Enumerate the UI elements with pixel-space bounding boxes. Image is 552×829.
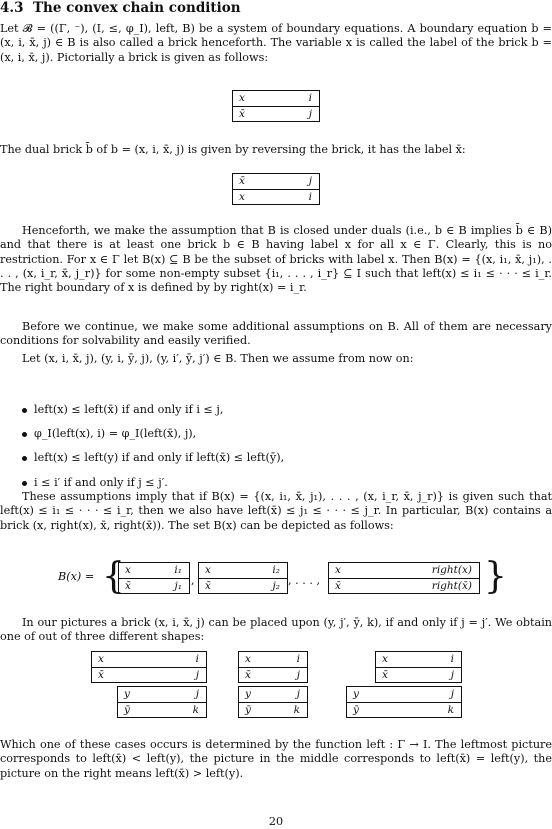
left-brace: { xyxy=(102,556,125,597)
bullet-icon xyxy=(22,432,27,437)
brick-bottom-value: j xyxy=(308,108,312,120)
brick-bottom-label: x̄ xyxy=(239,108,245,120)
paragraph-dual: The dual brick b̄ of b = (x, i, x̄, j) is given by reversing the brick, it has the label x̄: xyxy=(0,143,466,156)
bullet-icon xyxy=(22,408,27,413)
shape-left-upper-brick: x i x̄ j xyxy=(91,651,207,683)
section-number: 4.3 xyxy=(0,0,24,16)
section-heading xyxy=(0,1,241,15)
dual-brick-top-value: j xyxy=(308,175,312,187)
brick-figure xyxy=(232,90,320,122)
bullet-icon xyxy=(22,456,27,461)
paragraph-shapes: In our pictures a brick (x, i, x̄, j) can be placed upon (y, j′, ȳ, k), if and only if j = j′. We obtain one of out of three different shapes: xyxy=(0,616,552,644)
brick-top-value: i xyxy=(308,92,312,104)
bullet-icon xyxy=(22,481,27,486)
dual-brick-top-label: x̄ xyxy=(239,175,245,187)
set-brick-last: x right(x) x̄ right(x̄) xyxy=(328,562,480,594)
dual-brick-figure xyxy=(232,173,320,205)
set-brick-2: x i₂ x̄ j₂ xyxy=(198,562,288,594)
set-ellipsis: , . . . , xyxy=(288,574,321,587)
shape-middle-upper-brick: x i x̄ j xyxy=(238,651,308,683)
dual-brick-bottom-label: x xyxy=(239,191,245,203)
section-title: The convex chain condition xyxy=(33,0,241,16)
shape-right-upper-brick: x i x̄ j xyxy=(375,651,462,683)
paragraph-let: Let (x, i, x̄, j), (y, i, ȳ, j), (y, i′, ȳ, j′) ∈ B. Then we assume from now on: xyxy=(22,352,414,365)
shape-middle-lower-brick: y j ȳ k xyxy=(238,686,308,718)
dual-brick-bottom-value: i xyxy=(308,191,312,203)
brick-set-figure xyxy=(58,556,507,597)
paragraph-continue: Before we continue, we make some additional assumptions on B. All of them are necessary conditions for solvability and easily verified. xyxy=(0,320,552,348)
set-prefix: B(x) = xyxy=(58,570,95,583)
shape-left-lower-brick: y j ȳ k xyxy=(117,686,207,718)
page-number: 20 xyxy=(268,815,284,828)
paragraph-intro: Let 𝓑 = ((Γ, ⁻), (I, ≤, φ_I), left, B) be a system of boundary equations. A boundary equation b = (x, i, x̄, j) ∈ B is also called a brick henceforth. The variable x is called the label of the brick b = (x, i, x̄, j). Pictorially a brick is given as follows: xyxy=(0,22,552,64)
paper-page: 4.3 The convex chain condition Let 𝓑 = ((Γ, ⁻), (I, ≤, φ_I), left, B) be a system of boundary equations. A boundary equation b = (x, i, x̄, j) ∈ B is also called a brick henceforth. The variable x is called the label of the brick b = (x, i, x̄, j). Pictorially a brick is given as follows: x i x̄ j The dual brick b̄ of b = (x, i, x̄, j) is given by reversing the brick, it has the label x̄: x̄ j x i Henceforth, we make the assumption that B is closed under duals (i.e., b ∈ B implies b̄ ∈ B) and that there is at least one brick b ∈ B having label x for all x ∈ Γ. Clearly, this is no restriction. For x ∈ Γ let B(x) ⊆ B be the subset of bricks with label x. Then B(x) = {(x, i₁, x̄, j₁), . . . , (x, i_r, x̄, j_r)} for some non-empty subset {i₁, . . . , i_r} ⊆ I such that left(x) ≤ i₁ ≤ · · · ≤ i_r. The right boundary of x is defined by by right(x) = i_r. Before we continue, we make some additional assumptions on B. All of them are necessary conditions for solvability and easily verified. Let (x, i, x̄, j), (y, i, ȳ, j), (y, i′, ȳ, j′) ∈ B. Then we assume from now on: left(x) ≤ left(x̄) if and only if i ≤ j, φ_I(left(x), i) = φ_I(left(x̄), j), left(x) ≤ left(y) if and only if left(x̄) ≤ left(ȳ), i ≤ i′ if and only if j ≤ j′. These assumptions imply that if B(x) = {(x, i₁, x̄, j₁), . . . , (x, i_r, x̄, j_r)} is given such that left(x) ≤ i₁ ≤ · · · ≤ i_r, then we also have left(x̄) ≤ j₁ ≤ · · · ≤ j_r. In particular, B(x) contains a brick (x, right(x), x̄, right(x̄)). The set B(x) can be depicted as follows: B(x) = { x i₁ x̄ j₁ , x i₂ x̄ j₂ , . . . , x right(x) x̄ right(x̄) } In our pictures a brick (x, i, x̄, j) can be placed upon (y, j′, ȳ, k), if and only if j = j′. We obtain one of out of three different shapes: x i x̄ j y j ȳ k x i x̄ j y j ȳ k x i x̄ j y j ȳ k Which one of these cases occurs is determined by the function left : Γ → I. The leftmost picture corresponds to left(x̄) < left(y), the picture in the middle corresponds to left(x̄) = left(y), the picture on the right means left(x̄) > left(y). 20 xyxy=(0,0,552,828)
paragraph-conclusion: Which one of these cases occurs is determined by the function left : Γ → I. The leftmost picture corresponds to left(x̄) < left(y), the picture in the middle corresponds to left(x̄) = left(y), the picture on the right means left(x̄) > left(y). xyxy=(0,738,552,780)
paragraph-implications: These assumptions imply that if B(x) = {(x, i₁, x̄, j₁), . . . , (x, i_r, x̄, j_r)} is given such that left(x) ≤ i₁ ≤ · · · ≤ i_r, then we also have left(x̄) ≤ j₁ ≤ · · · ≤ j_r. In particular, B(x) contains a brick (x, right(x), x̄, right(x̄)). The set B(x) can be depicted as follows: xyxy=(0,490,552,532)
brick-top-label: x xyxy=(239,92,245,104)
right-brace: } xyxy=(484,556,507,597)
set-comma: , xyxy=(191,574,195,587)
paragraph-assumption: Henceforth, we make the assumption that B is closed under duals (i.e., b ∈ B implies b̄ ∈ B) and that there is at least one brick b ∈ B having label x for all x ∈ Γ. Clearly, this is no restriction. For x ∈ Γ let B(x) ⊆ B be the subset of bricks with label x. Then B(x) = {(x, i₁, x̄, j₁), . . . , (x, i_r, x̄, j_r)} for some non-empty subset {i₁, . . . , i_r} ⊆ I such that left(x) ≤ i₁ ≤ · · · ≤ i_r. The right boundary of x is defined by by right(x) = i_r. xyxy=(0,224,552,295)
set-brick-1: x i₁ x̄ j₁ xyxy=(118,562,190,594)
shape-right-lower-brick: y j ȳ k xyxy=(346,686,462,718)
